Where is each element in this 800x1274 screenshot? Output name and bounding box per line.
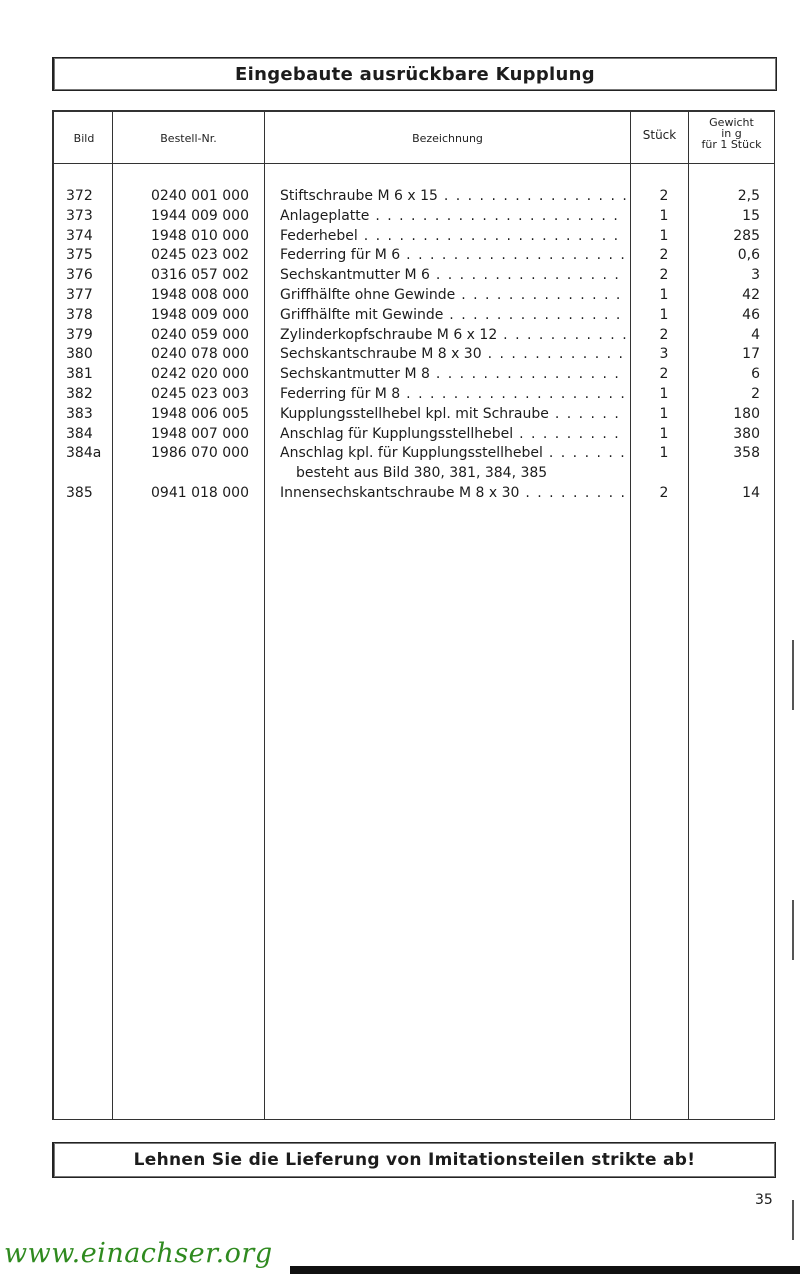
cell-stueck: 2 [659,326,669,343]
cell-bezeichnung: Griffhälfte mit Gewinde . . . [280,306,626,326]
table-row [0,286,800,306]
cell-gewicht: 380 [733,425,760,442]
table-row [0,306,800,326]
cell-bild: 377 [66,286,93,303]
cell-bestell-nr: 0240 001 000 [151,188,249,204]
page-title: Eingebaute ausrückbare Kupplung [52,57,777,91]
table-body [0,187,800,504]
cell-bild: 384 [66,425,93,442]
table-row [0,365,800,385]
watermark: www.einachser.org [4,1238,273,1269]
cell-stueck: 2 [659,484,669,501]
cell-bezeichnung: Sechskantmutter M 6 . . . [280,266,626,286]
cell-stueck: 1 [659,306,669,323]
cell-bild: 375 [66,247,93,264]
cell-bild: 378 [66,306,93,323]
table-row [0,345,800,365]
cell-stueck: 1 [659,405,669,422]
cell-bestell-nr: 1948 009 000 [151,306,249,323]
cell-bezeichnung: Zylinderkopfschraube M 6 x 12 . . . [280,326,626,346]
cell-bild: 379 [66,326,93,343]
table-row-continuation [0,464,800,484]
table-row [0,385,800,405]
cell-gewicht: 180 [733,405,760,422]
cell-bestell-nr: 0245 023 003 [151,385,249,402]
cell-stueck: 1 [659,227,669,244]
header-bestell-nr: Bestell-Nr. [160,132,217,145]
cell-bezeichnung: Innensechskantschraube M 8 x 30 . . . [280,484,626,504]
scan-edge [290,1266,800,1274]
cell-bild: 372 [66,188,93,204]
cell-gewicht: 358 [733,445,760,462]
cell-stueck: 2 [659,366,669,383]
table-row [0,405,800,425]
cell-bestell-nr: 1944 009 000 [151,207,249,224]
table-row [0,266,800,286]
scan-edge [792,640,794,710]
header-gewicht [689,117,774,150]
table-row [0,246,800,266]
table-row [0,207,800,227]
cell-bild: 381 [66,366,93,383]
cell-bild: 373 [66,207,93,224]
cell-bezeichnung-note: besteht aus Bild 380, 381, 384, 385 [296,465,548,482]
header-bild: Bild [73,132,95,145]
cell-gewicht: 15 [742,207,760,224]
cell-gewicht: 6 [751,366,760,383]
cell-bestell-nr: 0240 059 000 [151,326,249,343]
cell-bestell-nr: 0245 023 002 [151,247,249,264]
header-stueck: Stück [642,128,677,142]
cell-bild: 376 [66,267,93,284]
table-row [0,484,800,504]
cell-bezeichnung: Anlageplatte . . . [280,207,626,227]
cell-bestell-nr: 0242 020 000 [151,366,249,383]
header-bezeichnung: Bezeichnung [412,132,483,145]
scan-edge [792,900,794,960]
cell-gewicht: 285 [733,227,760,244]
cell-bild: 385 [66,484,93,501]
header-gewicht-line-2: in g [721,127,742,140]
cell-stueck: 1 [659,286,669,303]
cell-stueck: 2 [659,188,669,204]
cell-bestell-nr: 1948 007 000 [151,425,249,442]
cell-bestell-nr: 1948 010 000 [151,227,249,244]
header-gewicht-line-1: Gewicht [709,116,754,129]
cell-stueck: 3 [659,346,669,363]
cell-stueck: 1 [659,425,669,442]
cell-gewicht: 3 [751,267,760,284]
cell-bild: 383 [66,405,93,422]
cell-bezeichnung: Federring für M 6 . . . [280,246,626,266]
cell-bezeichnung: Federhebel . . . [280,227,626,247]
page-number: 35 [755,1192,773,1208]
table-row [0,444,800,464]
footer-notice: Lehnen Sie die Lieferung von Imitationsteilen strikte ab! [52,1142,776,1178]
cell-bestell-nr: 0240 078 000 [151,346,249,363]
cell-bestell-nr: 1948 006 005 [151,405,249,422]
cell-bezeichnung: Sechskantschraube M 8 x 30 . . . [280,345,626,365]
table-row [0,326,800,346]
cell-gewicht: 4 [751,326,760,343]
cell-stueck: 1 [659,385,669,402]
cell-gewicht: 42 [742,286,760,303]
scan-edge [792,1200,794,1240]
cell-stueck: 2 [659,267,669,284]
cell-bezeichnung: Anschlag für Kupplungsstellhebel . . . [280,425,626,445]
cell-bild: 380 [66,346,93,363]
cell-gewicht: 46 [742,306,760,323]
cell-gewicht: 2,5 [737,188,760,204]
cell-gewicht: 2 [751,385,760,402]
cell-bestell-nr: 1986 070 000 [151,445,249,462]
cell-gewicht: 17 [742,346,760,363]
cell-gewicht: 0,6 [737,247,760,264]
cell-bestell-nr: 0316 057 002 [151,267,249,284]
cell-bestell-nr: 0941 018 000 [151,484,249,501]
header-gewicht-line-3: für 1 Stück [701,138,762,151]
cell-stueck: 2 [659,247,669,264]
cell-bild: 384a [66,445,102,462]
cell-bezeichnung: Federring für M 8 . . . [280,385,626,405]
cell-bestell-nr: 1948 008 000 [151,286,249,303]
cell-bezeichnung: Sechskantmutter M 8 . . . [280,365,626,385]
cell-stueck: 1 [659,207,669,224]
cell-bild: 382 [66,385,93,402]
cell-bezeichnung: Anschlag kpl. für Kupplungsstellhebel . . . [280,444,626,464]
cell-gewicht: 14 [742,484,760,501]
cell-bezeichnung: Griffhälfte ohne Gewinde . . . [280,286,626,306]
cell-bild: 374 [66,227,93,244]
table-row [0,425,800,445]
cell-stueck: 1 [659,445,669,462]
header-divider [52,163,775,164]
cell-bezeichnung: Stiftschraube M 6 x 15 . . . [280,187,626,207]
cell-bezeichnung: Kupplungsstellhebel kpl. mit Schraube . . . [280,405,626,425]
table-row [0,227,800,247]
table-row [0,187,800,207]
